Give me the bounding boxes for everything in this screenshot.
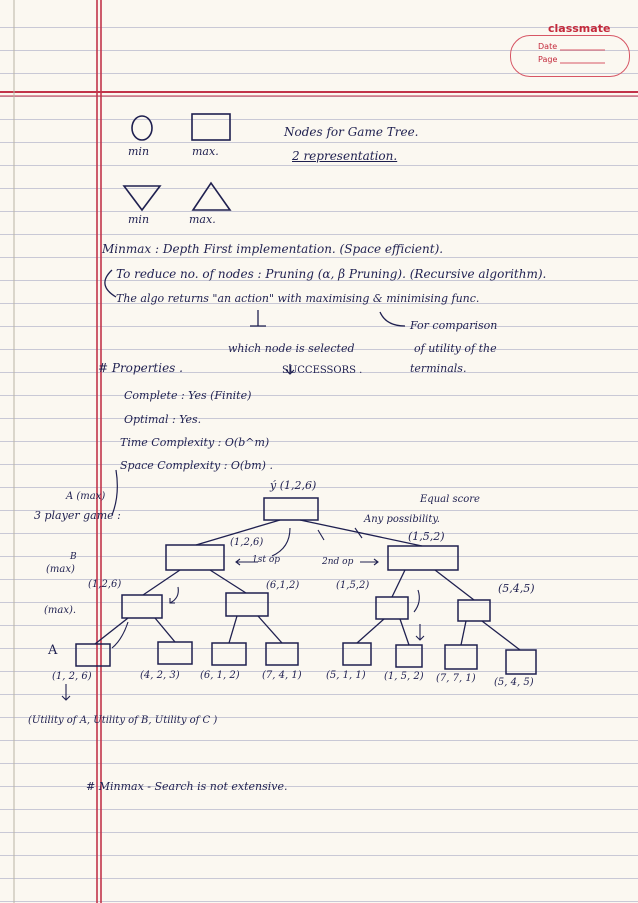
tree-node-c3	[376, 597, 408, 619]
second-op-label: 2nd op	[322, 557, 354, 567]
algo-returns-line: The algo returns "an action" with maximising & minimising func.	[116, 292, 480, 305]
leaf-value-6: (1, 5, 2)	[384, 671, 424, 682]
root-value: ý (1,2,6)	[270, 479, 317, 492]
game-tree-title: Nodes for Game Tree.	[284, 125, 419, 139]
optimal-property: Optimal : Yes.	[124, 413, 202, 426]
triangle-up-max-symbol	[193, 183, 230, 210]
footer-note: # Minmax - Search is not extensive.	[86, 780, 288, 793]
leaf-value-3: (6, 1, 2)	[200, 670, 240, 681]
which-node-text: which node is selected	[228, 342, 355, 355]
three-player-label: 3 player game :	[34, 509, 121, 522]
c-max-label: (max).	[44, 605, 77, 616]
successors-text: SUCCESSORS .	[282, 365, 363, 376]
triangle-down-min-symbol	[124, 186, 160, 210]
tree-node-c2	[226, 593, 268, 616]
compare-arrow	[380, 312, 405, 326]
max-label-2: max.	[189, 213, 216, 226]
square-max-symbol	[192, 114, 230, 140]
tree-leaf-2	[158, 642, 192, 664]
terminals-text: terminals.	[410, 362, 467, 375]
node-value-126-left: (1,2,6)	[88, 579, 122, 590]
tree-leaf-7	[445, 645, 477, 669]
tree-node-c1	[122, 595, 162, 618]
for-comparison-text: For comparison	[410, 319, 498, 332]
tree-leaf-3	[212, 643, 246, 665]
node-value-126-mid: (1,2,6)	[230, 537, 264, 548]
node-value-152-mid: (1,5,2)	[336, 580, 370, 591]
page-label: Page	[538, 55, 558, 64]
utility-of-text: of utility of the	[414, 342, 497, 355]
b-label: B	[70, 552, 77, 562]
a-max-label: A (max)	[66, 491, 106, 502]
first-op-label: 1st op	[252, 555, 281, 565]
node-value-612: (6,1,2)	[266, 580, 300, 591]
tree-leaf-8	[506, 650, 536, 674]
utility-tuple-label: (Utility of A, Utility of B, Utility of C )	[28, 715, 218, 726]
tree-node-c4	[458, 600, 490, 621]
pruning-line: To reduce no. of nodes : Pruning (α, β Pruning). (Recursive algorithm).	[116, 267, 547, 281]
space-complexity: Space Complexity : O(bm) .	[120, 459, 273, 472]
max-b-label: (max)	[46, 564, 75, 575]
tree-node-b2	[388, 546, 458, 570]
brand-logo: classmate	[548, 22, 611, 35]
leaf-value-2: (4, 2, 3)	[140, 670, 180, 681]
tree-leaf-1	[76, 644, 110, 666]
bracket-arrow	[105, 270, 116, 297]
circle-min-symbol	[132, 116, 152, 140]
max-label: max.	[192, 145, 219, 158]
node-value-545: (5,4,5)	[498, 582, 535, 595]
date-label: Date	[538, 42, 558, 51]
representation-subtitle: 2 representation.	[292, 149, 398, 163]
min-label: min	[128, 145, 150, 158]
complete-property: Complete : Yes (Finite)	[124, 389, 252, 402]
tree-leaf-6	[396, 645, 422, 667]
min-label-2: min	[128, 213, 150, 226]
any-possibility-label: Any possibility.	[364, 514, 440, 525]
leaf-value-7: (7, 7, 1)	[436, 673, 476, 684]
tree-leaf-5	[343, 643, 371, 665]
leaf-value-4: (7, 4, 1)	[262, 670, 302, 681]
tree-node-b1	[166, 545, 224, 570]
action-down-arrow	[250, 310, 266, 326]
node-value-152-top: (1,5,2)	[408, 530, 445, 543]
a-leaf-label: A	[48, 643, 58, 658]
equal-score-label: Equal score	[420, 494, 480, 505]
time-complexity: Time Complexity : O(b^m)	[120, 436, 270, 449]
leaf-value-8: (5, 4, 5)	[494, 677, 534, 688]
tree-annotations	[62, 528, 424, 700]
leaf-value-5: (5, 1, 1)	[326, 670, 366, 681]
properties-heading: # Properties .	[98, 361, 183, 375]
minmax-definition: Minmax : Depth First implementation. (Space efficient).	[102, 242, 444, 256]
tree-leaf-4	[266, 643, 298, 665]
leaf-value-1: (1, 2, 6)	[52, 671, 92, 682]
tree-root-node	[264, 498, 318, 520]
tree-edges	[95, 520, 520, 650]
